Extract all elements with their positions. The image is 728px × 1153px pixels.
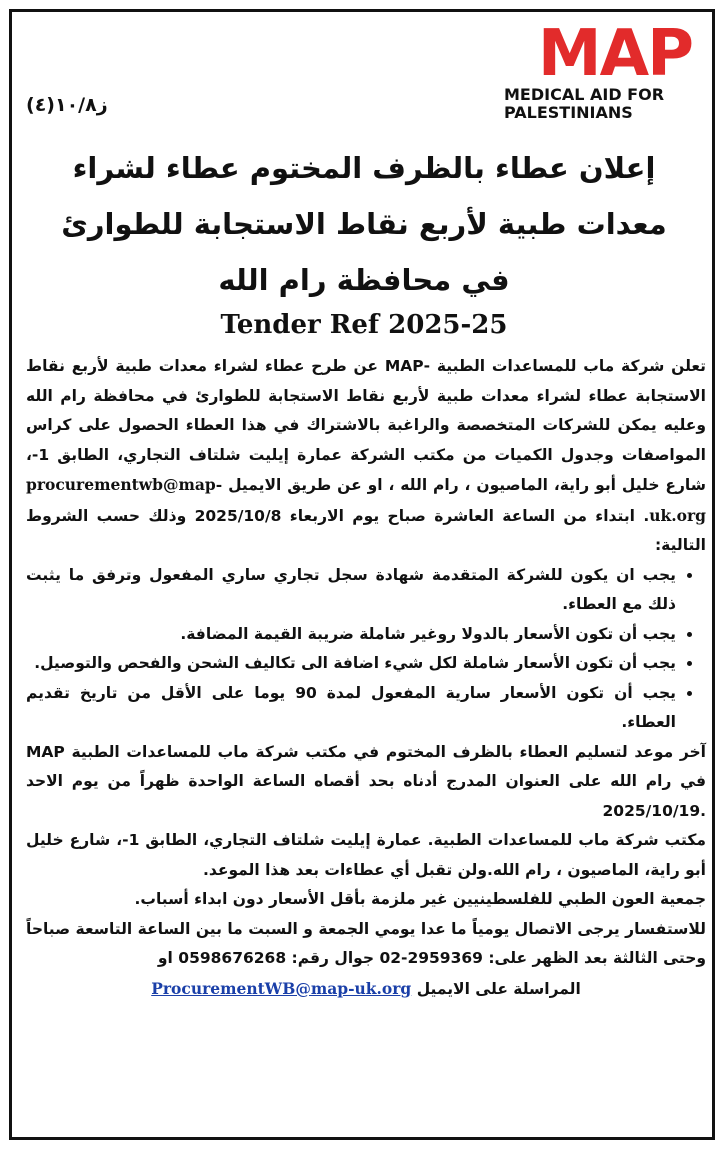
contact-phone[interactable]: 02-2959369 <box>379 949 483 967</box>
notice-body <box>26 352 706 1004</box>
logo-line-2: PALESTINIANS <box>504 103 633 122</box>
reference-code: ز١٠/٨(٤) <box>26 94 108 116</box>
intro-text: تعلن شركة ماب للمساعدات الطبية -MAP عن طرح عطاء لشراء معدات طبية لأربع نقاط الاستجابة عطاء لشراء معدات طبية لأربع نقاط الاستجابة للطوارئ في محافظة رام الله وعليه يمكن للشركات المتخصصة والراغبة بالاشتراك في هذا العطاء الحصول على كراس المواصفات وجدول الكميات من مكتب الشركة عمارة إيليت شلتاف التجاري، الطابق 1-، شارع خليل أبو راية، الماصيون ، رام الله ، او عن طريق الايميل <box>26 357 706 494</box>
title-line-3: في محافظة رام الله <box>218 263 510 297</box>
logo-mark: MAP <box>537 17 692 91</box>
condition-item: • يجب ان يكون للشركة المتقدمة شهادة سجل تجاري ساري المفعول وترفق ما يثبت ذلك مع العطاء. <box>26 561 676 620</box>
contact-or: او <box>157 949 173 967</box>
contact-email-label: المراسلة على الايميل <box>416 979 581 998</box>
deadline-text: آخر موعد لتسليم العطاء بالظرف المختوم في مكتب شركة ماب للمساعدات الطبية MAP في رام الله على العنوان المدرج أدناه بحد أقصاه الساعة الواحدة ظهراً من يوم الاحد <box>26 742 706 790</box>
conditions-list <box>26 561 706 738</box>
contact-paragraph <box>26 915 706 974</box>
condition-item: • يجب أن تكون الأسعار بالدولا روغير شاملة ضريبة القيمة المضافة. <box>26 620 676 650</box>
condition-item: • يجب أن تكون الأسعار شاملة لكل شيء اضافة الى تكاليف الشحن والفحص والتوصيل. <box>26 649 676 679</box>
condition-item: • يجب أن تكون الأسعار سارية المفعول لمدة 90 يوما على الأقل من تاريخ تقديم العطاء. <box>26 679 676 738</box>
email-paragraph <box>26 974 706 1005</box>
intro-date: 2025/10/8 <box>194 506 282 525</box>
deadline-paragraph <box>26 738 706 827</box>
contact-email-link[interactable]: ProcurementWB@map-uk.org <box>151 978 412 998</box>
disclaimer-paragraph: جمعية العون الطبي للفلسطينيين غير ملزمة بأقل الأسعار دون ابداء أسباب. <box>134 890 706 908</box>
intro-paragraph <box>26 352 706 561</box>
logo-line-1: MEDICAL AID FOR <box>504 85 665 104</box>
intro-after-email: . ابتداء من الساعة العاشرة صباح يوم الاربعاء <box>289 506 650 525</box>
title-line-1: إعلان عطاء بالظرف المختوم عطاء لشراء <box>72 151 656 185</box>
address-paragraph: مكتب شركة ماب للمساعدات الطبية. عمارة إيليت شلتاف التجاري، الطابق 1-، شارع خليل أبو راية، الماصيون ، رام الله.ولن تقبل أي عطاءات بعد هذا الموعد. <box>26 831 706 879</box>
title-line-2: معدات طبية لأربع نقاط الاستجابة للطوارئ <box>61 207 667 241</box>
deadline-date: 2025/10/19. <box>602 801 706 820</box>
intro-email[interactable]: procurementwb@map-uk.org <box>26 475 706 525</box>
contact-mobile[interactable]: 0598676268 <box>178 949 287 967</box>
tender-reference: Tender Ref 2025-25 <box>220 310 508 340</box>
contact-mobile-label: جوال رقم: <box>291 949 375 967</box>
notice-title <box>40 140 688 308</box>
contact-text: للاستفسار يرجى الاتصال يومياً ما عدا يومي الجمعة و السبت ما بين الساعة التاسعة صباحاً وحتى الثالثة بعد الظهر على: <box>26 919 706 967</box>
conditions-intro: وذلك حسب الشروط التالية: <box>26 506 706 554</box>
map-logo <box>482 17 692 122</box>
